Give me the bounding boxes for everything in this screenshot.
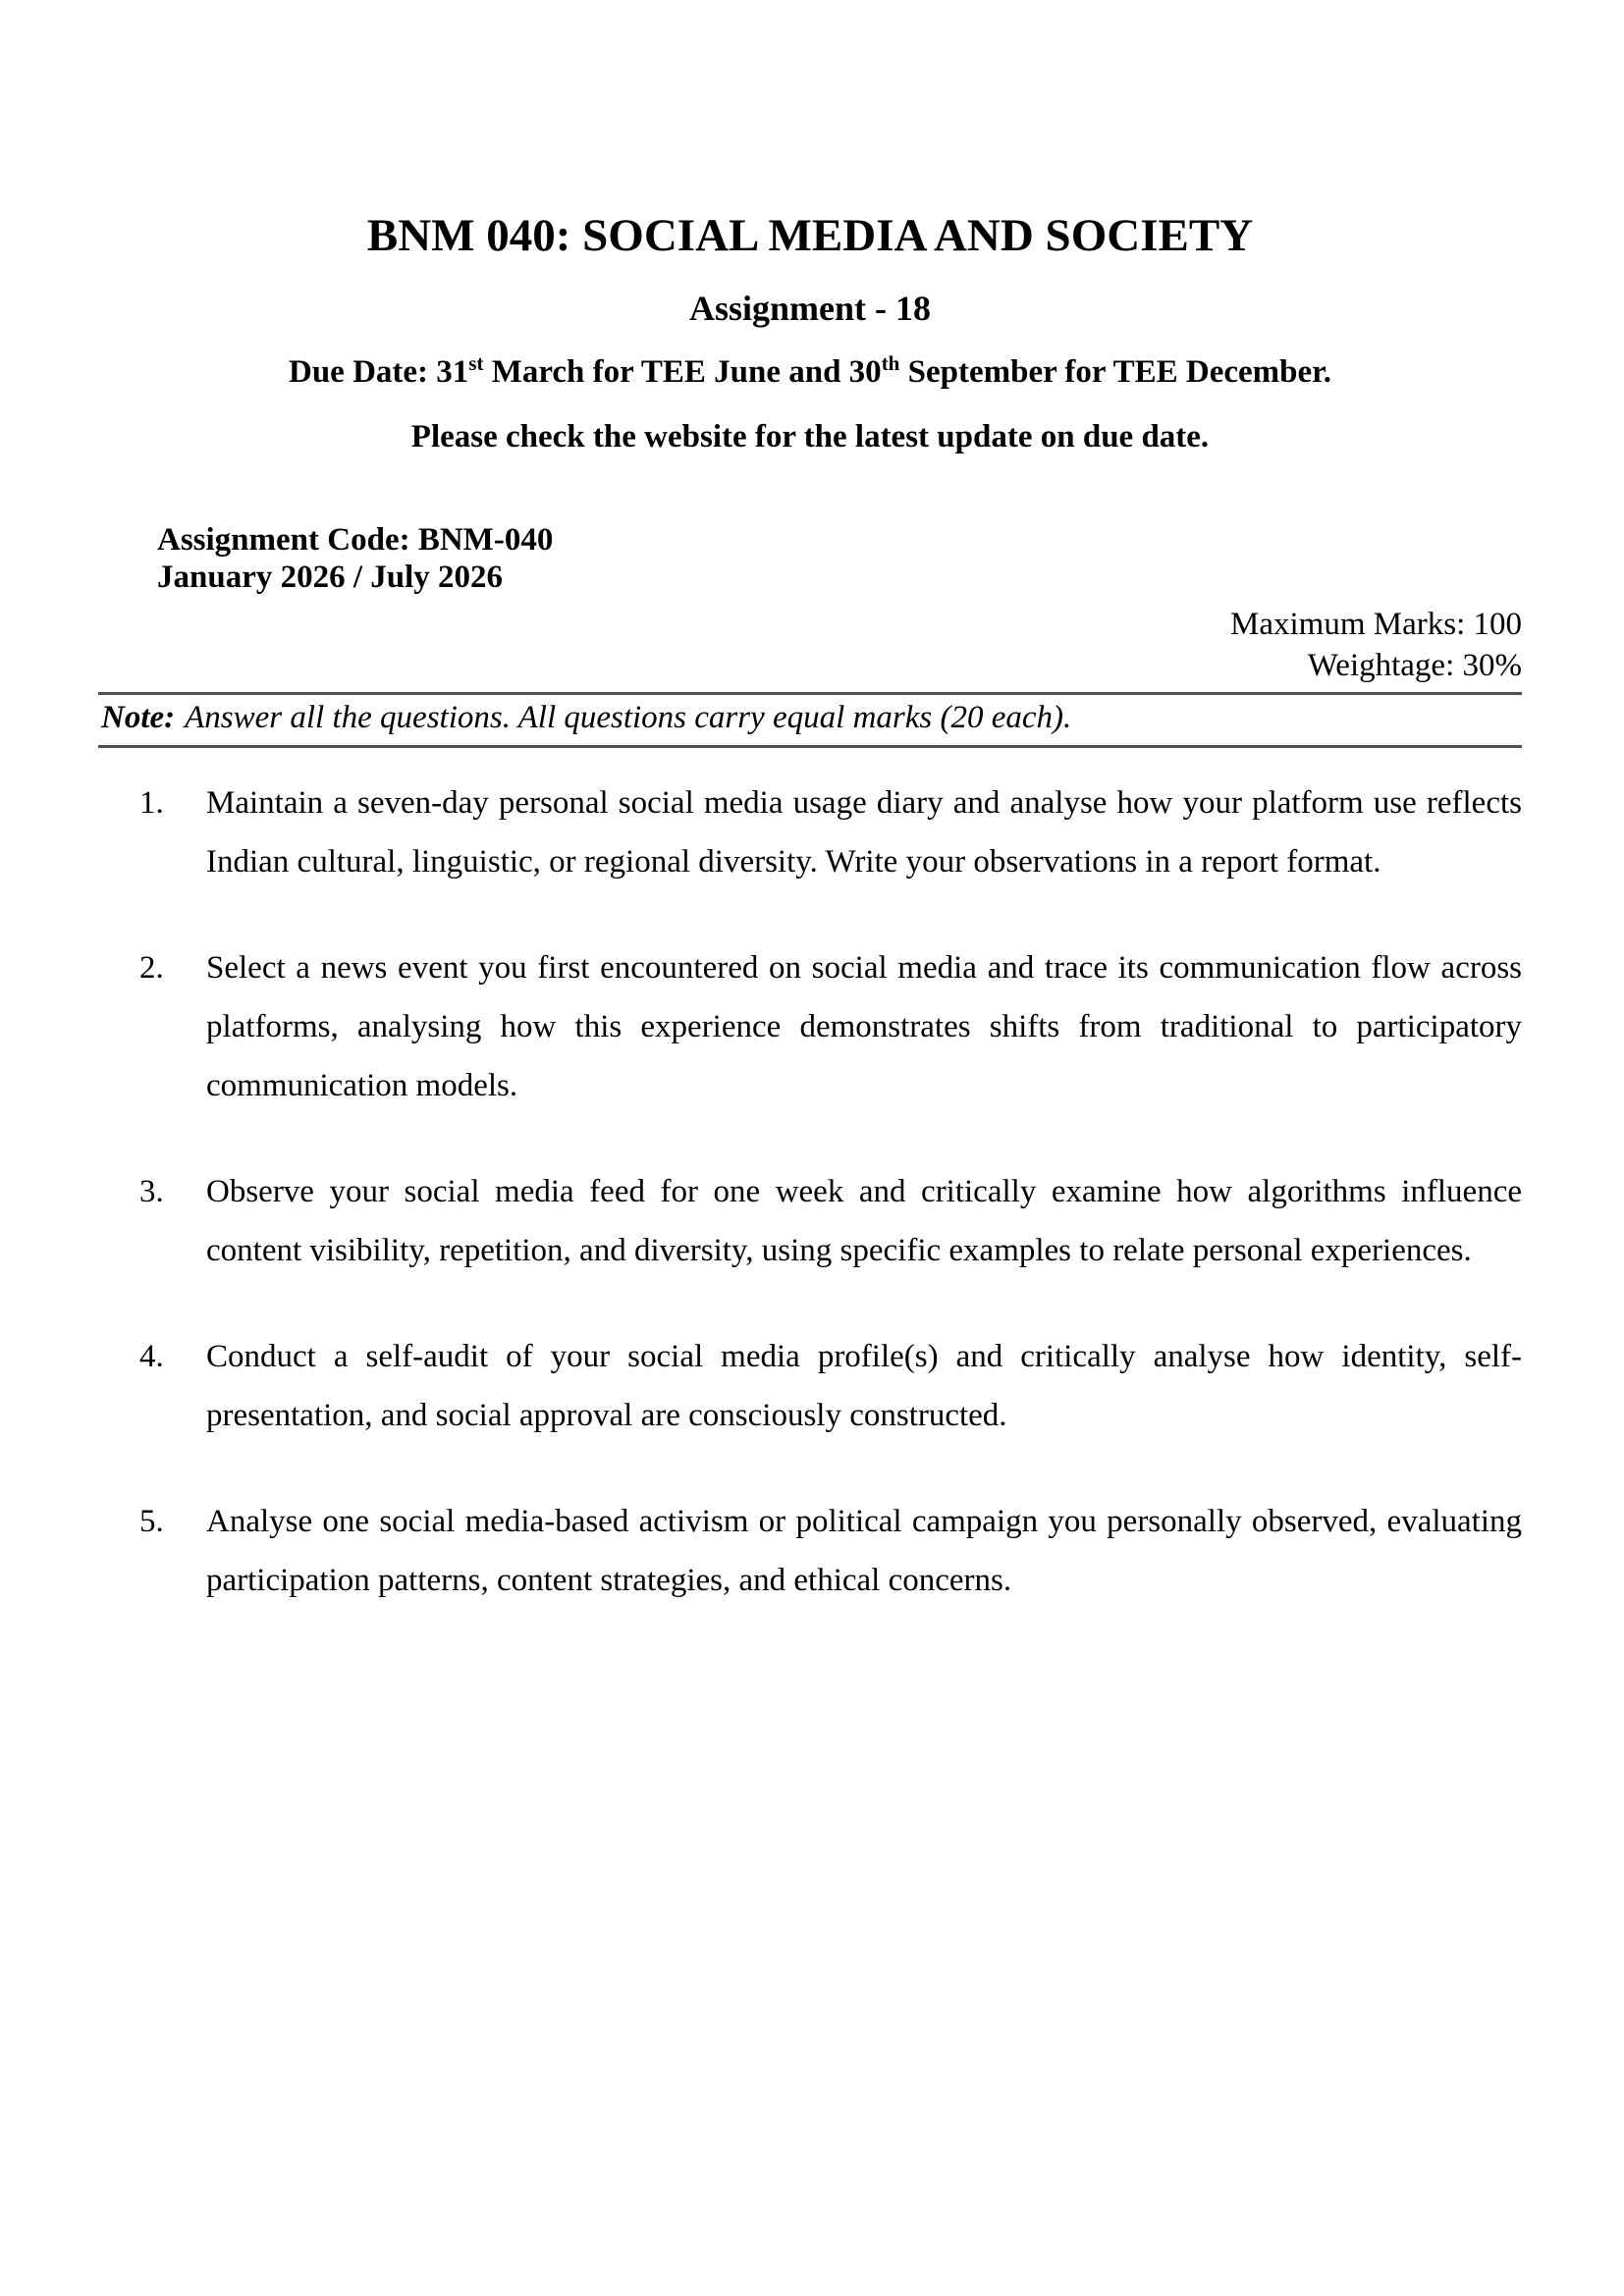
due-date-suffix: September for TEE December.	[899, 354, 1332, 391]
question-text: Observe your social media feed for one week and critically examine how algorithms influence content visibility, repetition, and diversity, using specific examples to relate personal experiences.	[206, 1174, 1522, 1269]
question-list	[98, 774, 1522, 1610]
question-number: 5.	[139, 1504, 164, 1540]
question-item	[139, 1492, 1522, 1610]
question-number: 2.	[139, 950, 164, 987]
website-update-line: Please check the website for the latest update on due date.	[410, 418, 1210, 454]
assignment-subtitle: Assignment - 18	[688, 288, 931, 328]
question-number: 1.	[139, 785, 164, 822]
question-item	[139, 1327, 1522, 1445]
question-number: 3.	[139, 1174, 164, 1210]
question-text: Conduct a self-audit of your social media profile(s) and critically analyse how identity, self-presentation, and social approval are consciously constructed.	[206, 1339, 1522, 1434]
note-text: Answer all the questions. All questions carry equal marks (20 each).	[185, 700, 1072, 736]
maximum-marks: Maximum Marks: 100	[1230, 607, 1522, 643]
page-title: BNM 040: SOCIAL MEDIA AND SOCIETY	[366, 210, 1254, 261]
due-date-line	[98, 353, 1522, 393]
assignment-code-block	[157, 521, 1522, 596]
question-text: Analyse one social media-based activism or political campaign you personally observed, evaluating participation patterns, content strategies, and ethical concerns.	[206, 1504, 1522, 1599]
question-number: 4.	[139, 1339, 164, 1375]
assignment-code: Assignment Code: BNM-040	[157, 522, 554, 559]
question-item	[139, 774, 1522, 891]
weightage: Weightage: 30%	[1307, 648, 1522, 684]
due-date-ordinal-th: th	[881, 351, 900, 376]
question-item	[139, 938, 1522, 1115]
note-label: Note:	[101, 700, 176, 736]
question-item	[139, 1162, 1522, 1280]
session-line: January 2026 / July 2026	[157, 560, 504, 596]
question-text: Maintain a seven-day personal social media usage diary and analyse how your platform use reflects Indian cultural, linguistic, or regional diversity. Write your observations in a report format.	[206, 785, 1522, 881]
question-text: Select a news event you first encountered on social media and trace its communication flow across platforms, analysing how this experience demonstrates shifts from traditional to participatory communication models.	[206, 950, 1522, 1104]
due-date-ordinal-st: st	[468, 351, 484, 376]
note-banner	[98, 692, 1522, 748]
due-date-mid: March for TEE June and 30	[483, 354, 882, 391]
marks-block	[98, 604, 1522, 686]
due-date-prefix: Due Date: 31	[288, 354, 469, 391]
